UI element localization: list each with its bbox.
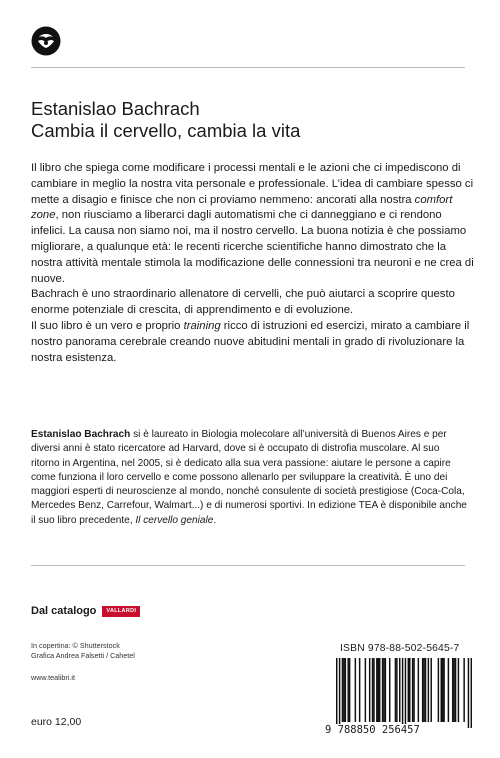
author-bio (31, 428, 469, 528)
description-run: Il suo libro è un vero e proprio (31, 319, 184, 332)
barcode-bar (463, 658, 464, 722)
barcode-bar (453, 658, 454, 722)
barcode-bar (438, 658, 439, 722)
barcode-bar (443, 658, 444, 722)
barcode-bar (345, 658, 346, 722)
barcode-bar (378, 658, 379, 722)
barcode-bar (448, 658, 449, 722)
catalog-label: Dal catalogo (31, 605, 97, 617)
barcode-bar (372, 658, 373, 722)
barcode-bar (336, 658, 337, 728)
cover-credits (31, 641, 135, 661)
top-divider (31, 67, 465, 68)
bio-run: Estanislao Bachrach (31, 429, 131, 440)
barcode-bar (365, 658, 366, 722)
barcode-bar (395, 658, 396, 722)
barcode-bar (458, 658, 459, 722)
barcode-bar (343, 658, 344, 722)
barcode-bar (355, 658, 356, 722)
barcode-bar (373, 658, 374, 722)
barcode-bar (428, 658, 429, 722)
bio-run: . (213, 514, 217, 526)
barcode-bar (413, 658, 414, 722)
cover-credit: In copertina: © Shutterstock (31, 641, 120, 650)
description-run: comfort zone (31, 193, 453, 222)
barcode-bar (405, 658, 406, 728)
barcode-bar (389, 658, 390, 722)
isbn-label: ISBN 978-88-502-5645-7 (340, 643, 460, 654)
barcode-bar (399, 658, 400, 722)
barcode-bar (396, 658, 397, 722)
price: euro 12,00 (31, 716, 82, 728)
barcode-bar (402, 658, 403, 728)
barcode-bar (349, 658, 350, 722)
description-run: Il libro che spiega come modificare i processi mentali e le azioni che ci impediscono di cambiare in meglio la nostra vita personale e professionale. L’idea di cambiare spesso ci mette a disagio e finisce che non ci proviamo nemmeno: ancorati alla nostra (31, 162, 474, 206)
book-description (31, 161, 476, 366)
publisher-logo-icon (31, 26, 61, 56)
barcode-bar (412, 658, 413, 722)
barcode-bar (442, 658, 443, 722)
bio-run: si è laureato in Biologia molecolare all’università di Buenos Aires e per diversi anni è stato ricercatore ad Harvard, dove si è occupato di distrofia muscolare. Al suo ritorno in Argentina, nel 2005, si è dedicato alla sua vera passione: aiutare le persone a capire come funziona il loro cervello e come possono allenarlo per sviluppare la creatività. È uno dei maggiori esperti di neuroscienze al mondo, nonché consulente di società prestigiose (Coca-Cola, Mercedes Benz, Carrefour, Walmart...) e di numerosi sportivi. In edizione TEA è disponibile anche il suo libro precedente, (31, 429, 467, 526)
barcode-bar (471, 658, 472, 728)
author-bio-text (31, 428, 469, 528)
barcode-bar (422, 658, 423, 722)
barcode-bar (418, 658, 419, 722)
barcode-bar (385, 658, 386, 722)
bio-run: Il cervello geniale (135, 514, 214, 526)
book-header (31, 98, 471, 142)
barcode-bar (409, 658, 410, 722)
catalog-section (31, 603, 140, 619)
barcode-bar (342, 658, 343, 722)
description-paragraph (31, 161, 476, 287)
barcode-bar (379, 658, 380, 722)
description-run: , non riusciamo a liberarci dagli automatismi che ci danneggiano e ci rendono infelici. La causa non siamo noi, ma il nostro cervello. La buona notizia è che possiamo migliorare, a qualunque età: le recenti ricerche scientifiche hanno dimostrato che la nostra attività mentale stimola la modificazione delle connessioni tra neuroni e ne crea di nuove. (31, 209, 474, 285)
barcode-bar (369, 658, 370, 722)
barcode-bar (359, 658, 360, 722)
book-title: Cambia il cervello, cambia la vita (31, 120, 301, 141)
website-url: www.tealibri.it (31, 673, 75, 682)
barcode-bar (423, 658, 424, 722)
barcode-bar (468, 658, 469, 728)
barcode-bar (382, 658, 383, 722)
description-run: Bachrach è uno straordinario allenatore di cervelli, che può aiutarci a scoprire questo enorme potenziale di crescita, di apprendimento e di evoluzione. (31, 288, 455, 317)
barcode-bar (376, 658, 377, 722)
barcode-bar (383, 658, 384, 722)
vallardi-badge: VALLARDI (102, 606, 140, 617)
barcode-bar (452, 658, 453, 722)
description-paragraph (31, 319, 476, 366)
bottom-divider (31, 565, 465, 566)
description-run: ricco di istruzioni ed esercizi, mirato a cambiare il nostro panorama cerebrale creando nuove abitudini mentali in grado di rivoluzionare la nostra esistenza. (31, 319, 470, 364)
barcode-bar (430, 658, 431, 722)
barcode-bar (347, 658, 348, 722)
graphics-credit: Grafica Andrea Falsetti / Cahetel (31, 651, 135, 660)
description-paragraph (31, 287, 476, 319)
barcode-bar (339, 658, 340, 728)
description-run: training (183, 319, 221, 332)
barcode-bar (408, 658, 409, 722)
barcode-bar (455, 658, 456, 722)
barcode-bar (425, 658, 426, 722)
barcode-number: 9 788850 256457 (325, 724, 420, 736)
author-name: Estanislao Bachrach (31, 98, 200, 119)
barcode-bar (441, 658, 442, 722)
